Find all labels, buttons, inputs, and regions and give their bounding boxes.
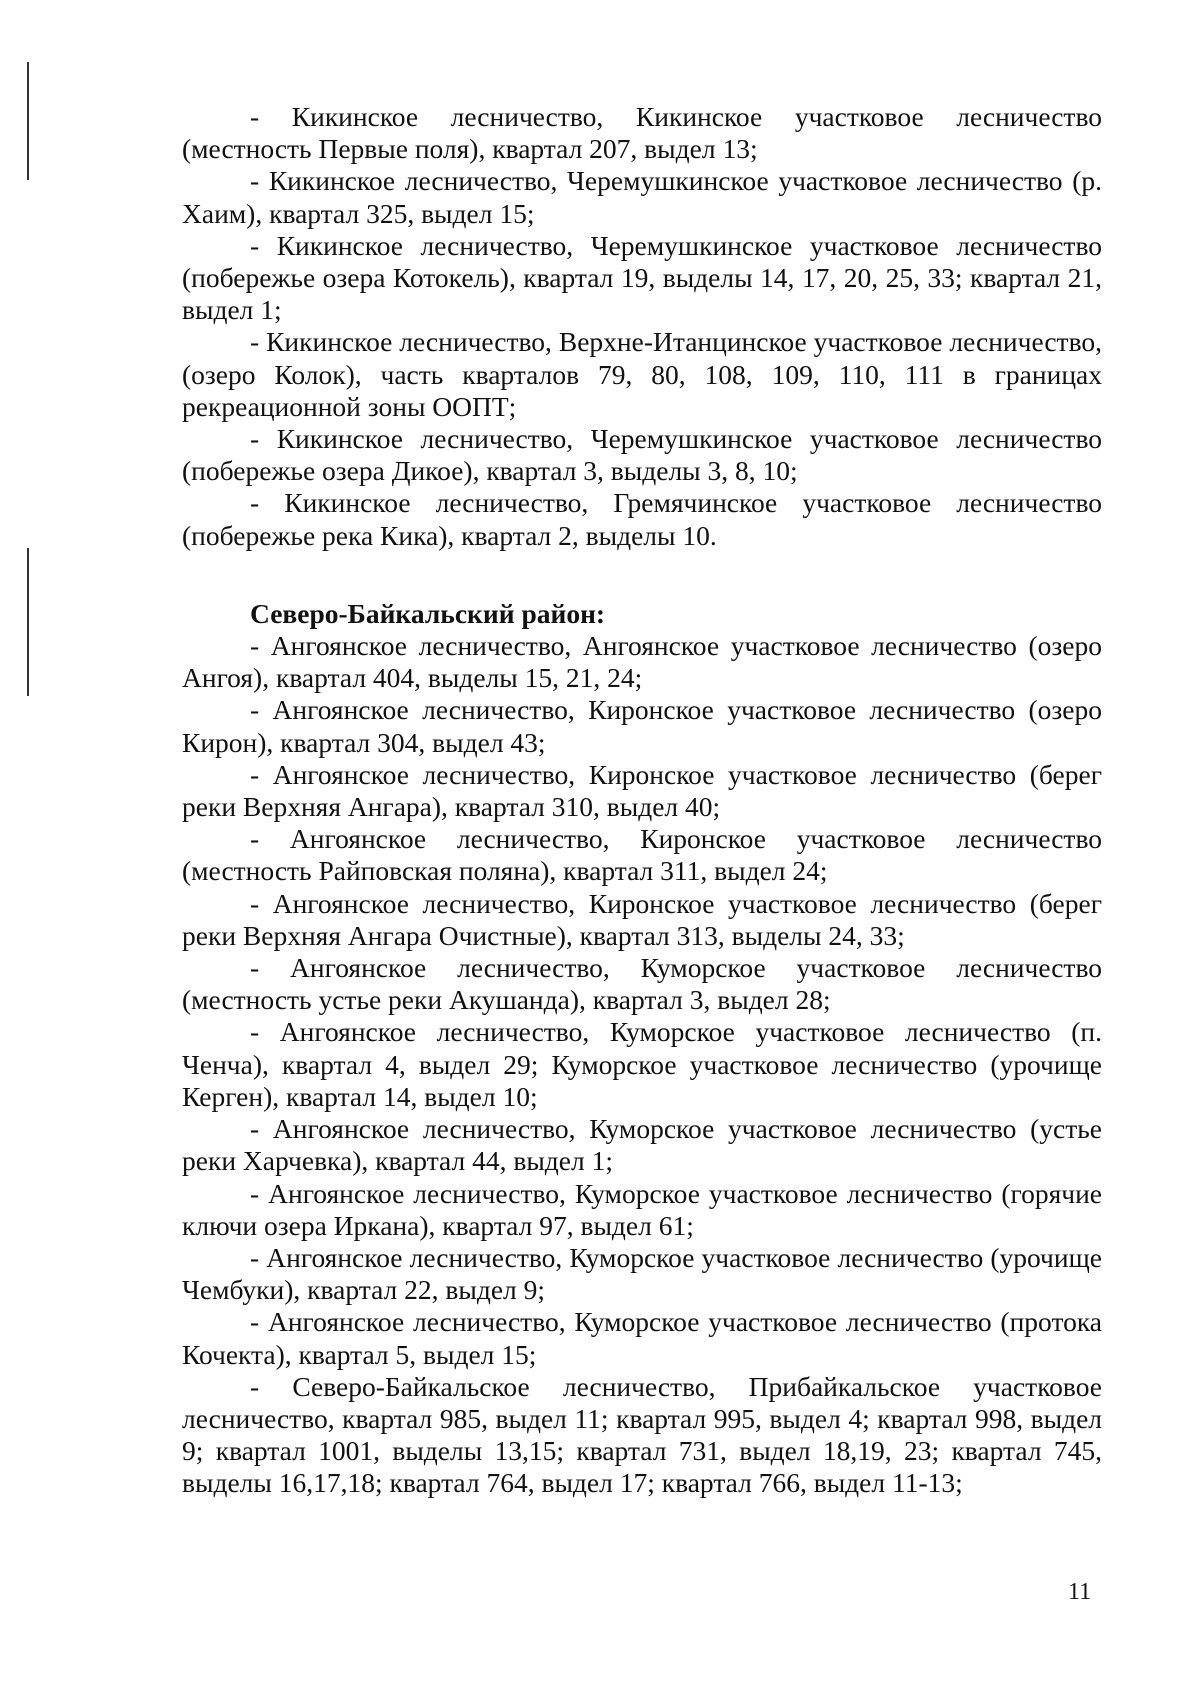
list-item: - Кикинское лесничество, Кикинское участковое лесничество (местность Первые поля), квартал 207, выдел 13; [182, 101, 1102, 165]
list-item: - Ангоянское лесничество, Куморское участковое лесничество (урочище Чембуки), квартал 22, выдел 9; [182, 1241, 1102, 1306]
list-item: - Ангоянское лесничество, Куморское участковое лесничество (горячие ключи озера Иркана), квартал 97, выдел 61; [182, 1177, 1102, 1241]
list-item: - Ангоянское лесничество, Куморское участковое лесничество (протока Кочекта), квартал 5, выдел 15; [182, 1306, 1102, 1370]
list-item: - Ангоянское лесничество, Ангоянское участковое лесничество (озеро Ангоя), квартал 404, выделы 15, 21, 24; [182, 630, 1102, 694]
list-item: - Ангоянское лесничество, Киронское участковое лесничество (берег реки Верхняя Ангара), квартал 310, выдел 40; [182, 758, 1102, 823]
scan-margin-mark [27, 548, 29, 696]
section-spacer [182, 552, 1102, 598]
list-item: - Северо-Байкальское лесничество, Прибайкальское участковое лесничество, квартал 985, выдел 11; квартал 995, выдел 4; квартал 998, выдел 9; квартал 1001, выделы 13,15; квартал 731, выдел 18,19, 23; квартал 745, выделы 16,17,18; квартал 764, выдел 17; квартал 766, выдел 11-13; [182, 1370, 1102, 1499]
list-item: - Ангоянское лесничество, Куморское участковое лесничество (местность устье реки Акушанда), квартал 3, выдел 28; [182, 952, 1102, 1016]
list-item: - Кикинское лесничество, Черемушкинское участковое лесничество (побережье озера Дикое), квартал 3, выделы 3, 8, 10; [182, 423, 1102, 487]
document-body [182, 101, 1102, 1500]
list-item: - Кикинское лесничество, Верхне-Итанцинское участковое лесничество, (озеро Колок), часть кварталов 79, 80, 108, 109, 110, 111 в границах рекреационной зоны ООПТ; [182, 326, 1102, 422]
list-item: - Ангоянское лесничество, Киронское участковое лесничество (озеро Кирон), квартал 304, выдел 43; [182, 694, 1102, 758]
list-item: - Ангоянское лесничество, Куморское участковое лесничество (п. Ченча), квартал 4, выдел 29; Куморское участковое лесничество (урочище Керген), квартал 14, выдел 10; [182, 1016, 1102, 1112]
page-number: 11 [1068, 1579, 1092, 1605]
list-item: - Кикинское лесничество, Черемушкинское участковое лесничество (р. Хаим), квартал 325, выдел 15; [182, 165, 1102, 229]
scan-margin-mark [27, 62, 29, 180]
section-heading: Северо-Байкальский район: [250, 597, 606, 629]
list-item: - Кикинское лесничество, Гремячинское участковое лесничество (побережье река Кика), квартал 2, выделы 10. [182, 487, 1102, 551]
list-item: - Ангоянское лесничество, Куморское участковое лесничество (устье реки Харчевка), квартал 44, выдел 1; [182, 1113, 1102, 1177]
list-item: - Кикинское лесничество, Черемушкинское участковое лесничество (побережье озера Котокель), квартал 19, выделы 14, 17, 20, 25, 33; квартал 21, выдел 1; [182, 229, 1102, 326]
list-item: - Ангоянское лесничество, Киронское участковое лесничество (берег реки Верхняя Ангара Очистные), квартал 313, выделы 24, 33; [182, 887, 1102, 951]
list-item: - Ангоянское лесничество, Киронское участковое лесничество (местность Райповская поляна), квартал 311, выдел 24; [182, 823, 1102, 887]
